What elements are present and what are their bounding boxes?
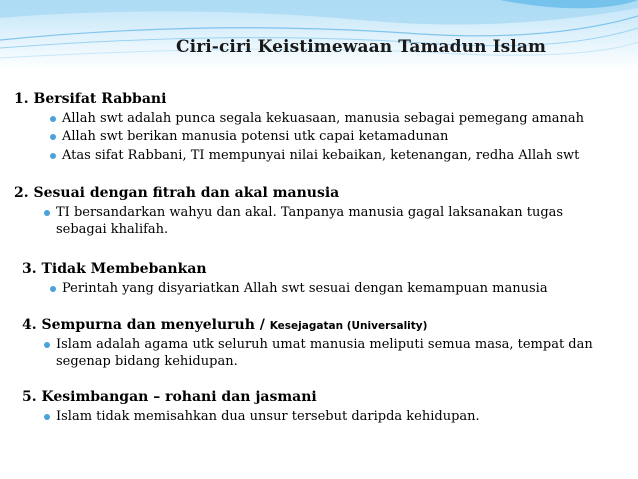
- bullet-text-line-2: sebagai khalifah.: [56, 222, 169, 237]
- bullet-icon: [44, 414, 50, 420]
- bullet-text-line-2: segenap bidang kehidupan.: [56, 354, 238, 369]
- bullet-text: Perintah yang disyariatkan Allah swt sesuai dengan kemampuan manusia: [62, 281, 548, 296]
- header-wave-graphic: [0, 0, 638, 70]
- bullet-text-line-1: TI bersandarkan wahyu dan akal. Tanpanya manusia gagal laksanakan tugas: [56, 205, 564, 220]
- bullet-icon: [50, 134, 56, 140]
- section-heading-5: 5. Kesimbangan – rohani dan jasmani: [22, 389, 317, 405]
- header-banner: [0, 0, 638, 70]
- bullet-text-line-1: Islam adalah agama utk seluruh umat manusia meliputi semua masa, tempat dan: [56, 337, 593, 352]
- bullet-text: Atas sifat Rabbani, TI mempunyai nilai kebaikan, ketenangan, redha Allah swt: [62, 148, 580, 163]
- section-heading-1: 1. Bersifat Rabbani: [14, 91, 167, 107]
- bullet-icon: [50, 153, 56, 159]
- bullet-icon: [44, 342, 50, 348]
- section-heading-4: [22, 317, 427, 333]
- bullet-icon: [50, 116, 56, 122]
- bullet-icon: [44, 210, 50, 216]
- bullet-text: Allah swt adalah punca segala kekuasaan, manusia sebagai pemegang amanah: [62, 111, 585, 126]
- bullet-text: Islam tidak memisahkan dua unsur tersebut daripda kehidupan.: [56, 409, 480, 424]
- bullet-icon: [50, 286, 56, 292]
- section-heading-3: 3. Tidak Membebankan: [22, 261, 207, 277]
- bullet-text: Allah swt berikan manusia potensi utk capai ketamadunan: [62, 129, 449, 144]
- section-heading-2: 2. Sesuai dengan fitrah dan akal manusia: [14, 185, 340, 201]
- slide-title: Ciri-ciri Keistimewaan Tamadun Islam: [176, 37, 547, 57]
- section-heading-4-text: 4. Sempurna dan menyeluruh /: [22, 317, 270, 333]
- section-heading-4-tag: Kesejagatan (Universality): [269, 320, 428, 332]
